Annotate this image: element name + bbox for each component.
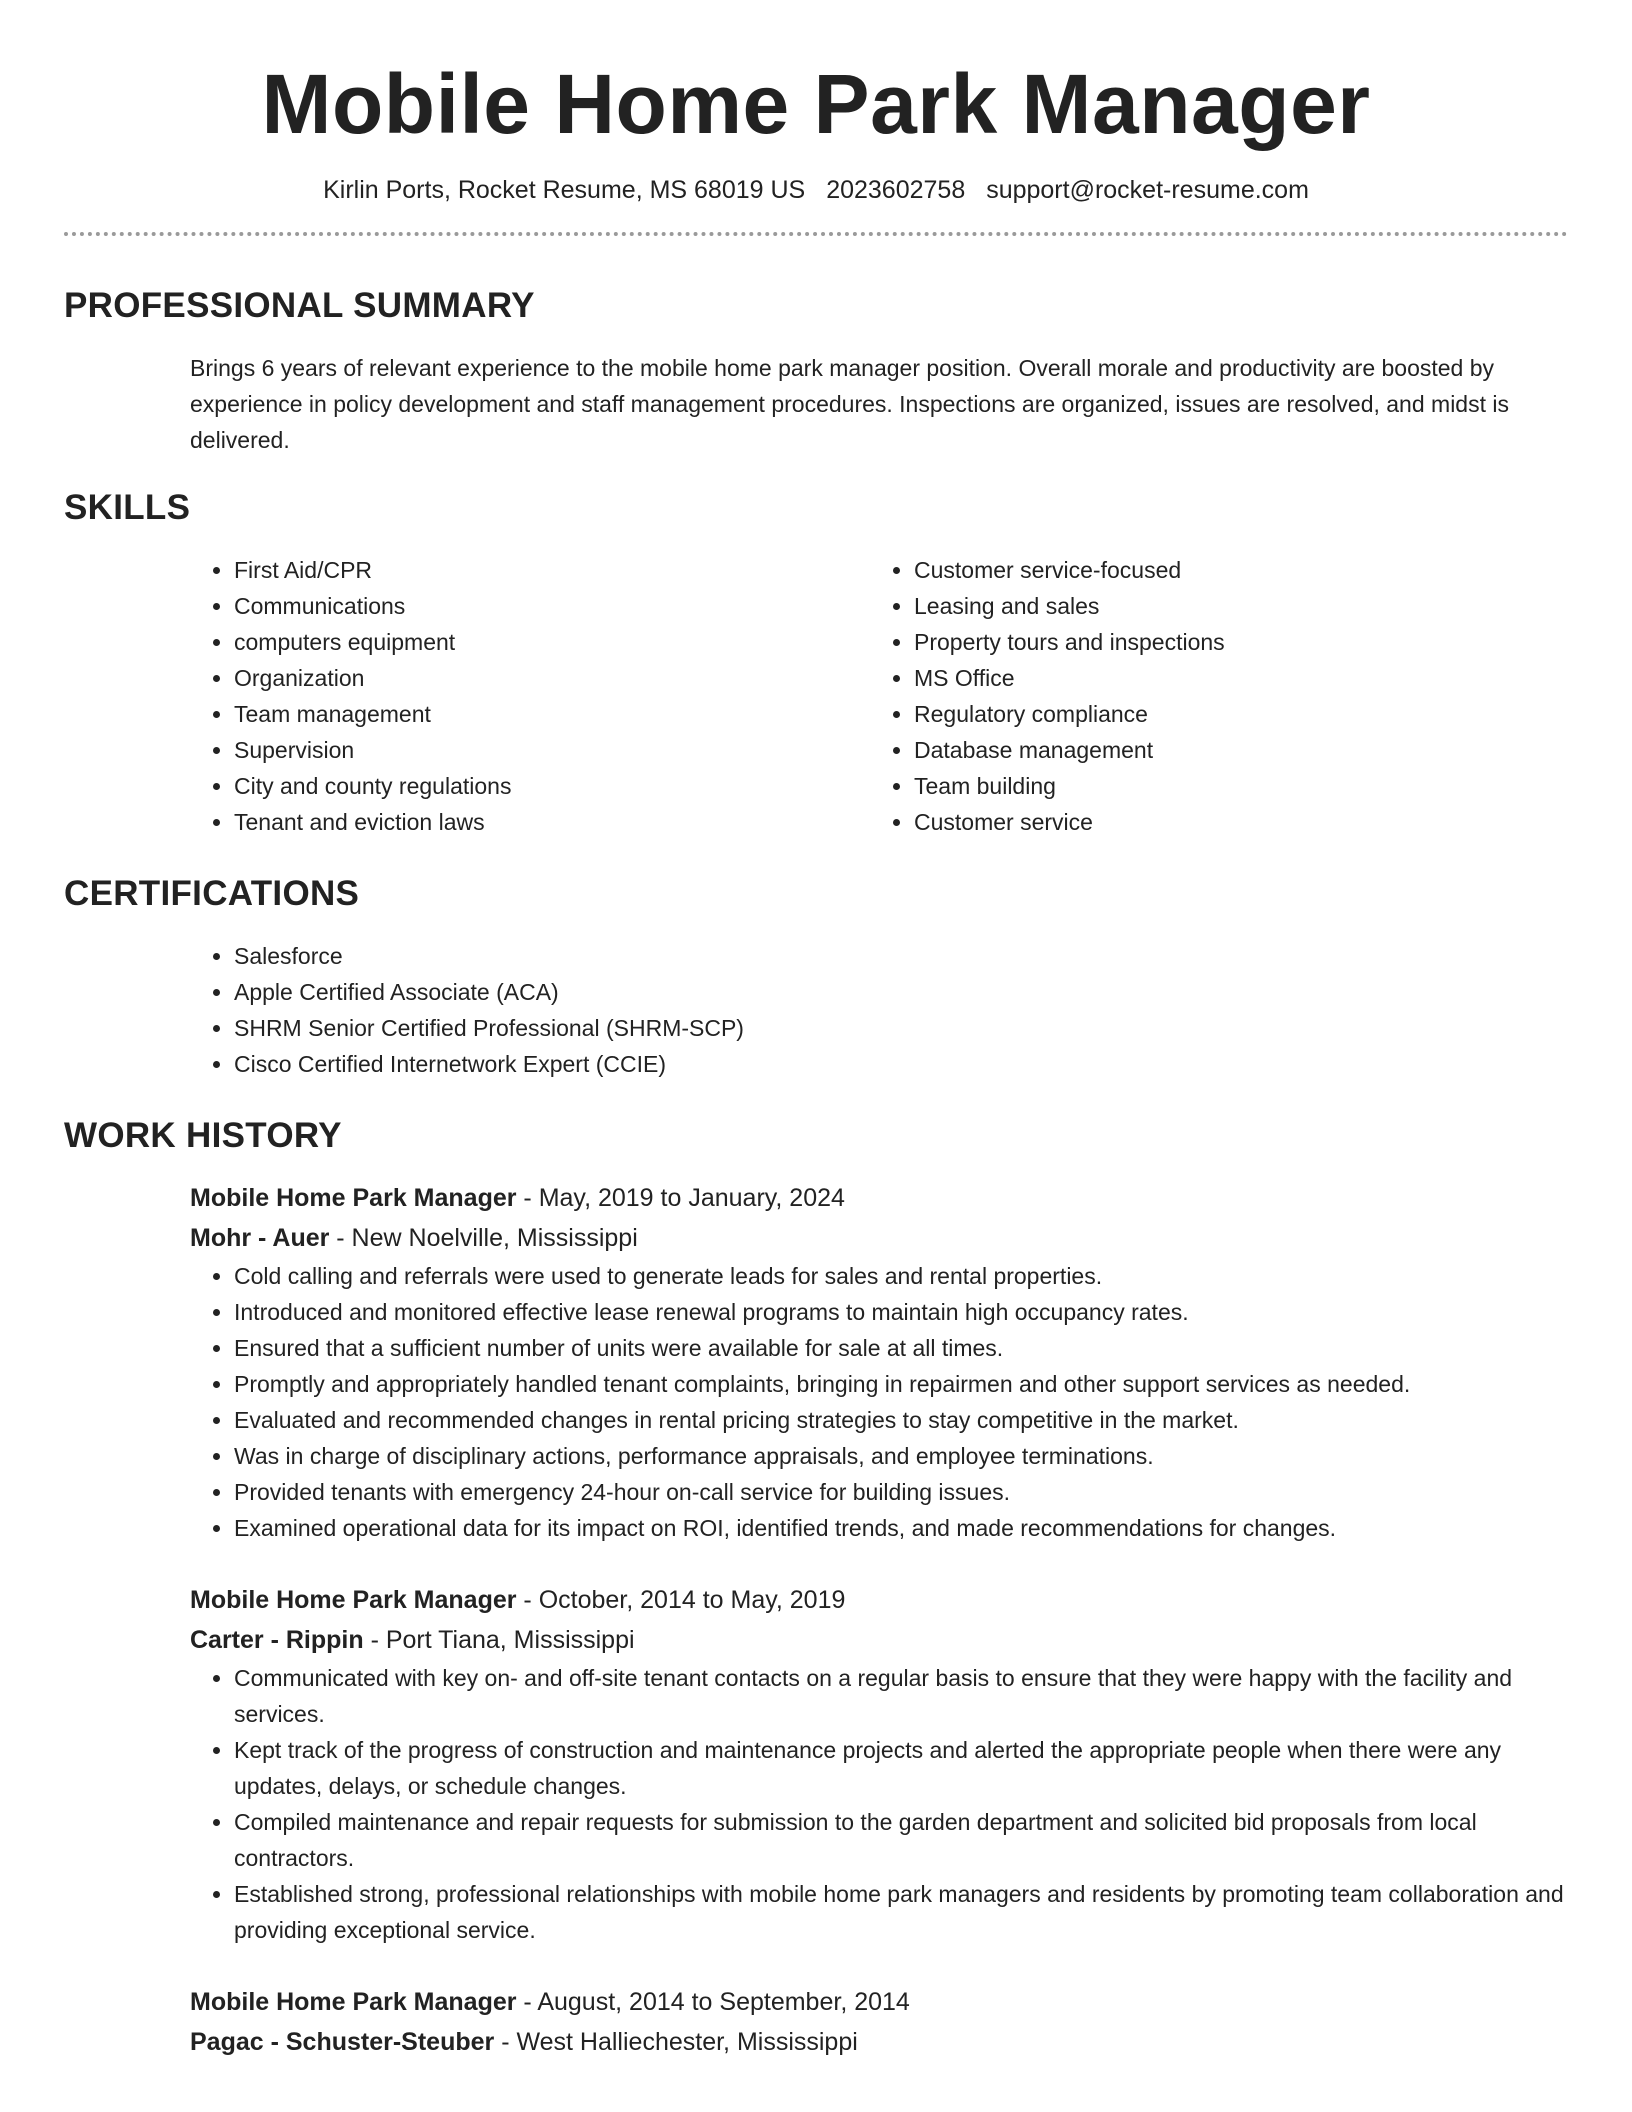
job-location: - Port Tiana, Mississippi	[363, 1626, 635, 1654]
skill-item: • First Aid/CPR	[234, 552, 870, 588]
job-company-line	[190, 1218, 1568, 1258]
skills-columns	[190, 552, 1568, 840]
job-role: Mobile Home Park Manager	[190, 1988, 517, 2016]
skill-item: • MS Office	[914, 660, 1550, 696]
skill-item: • Customer service-focused	[914, 552, 1550, 588]
summary-title: PROFESSIONAL SUMMARY	[64, 286, 535, 325]
job-company: Mohr - Auer	[190, 1224, 330, 1252]
job-duties-list	[190, 1258, 1568, 1546]
job-duty-item: • Promptly and appropriately handled tenant complaints, bringing in repairmen and other support services as needed.	[234, 1366, 1568, 1402]
job-location: - West Halliechester, Mississippi	[494, 2028, 858, 2056]
skill-item: • Team building	[914, 768, 1550, 804]
skill-item: • Tenant and eviction laws	[234, 804, 870, 840]
summary-section	[64, 284, 1568, 458]
skill-item: • Organization	[234, 660, 870, 696]
skills-column-left	[190, 552, 870, 840]
job-role: Mobile Home Park Manager	[190, 1184, 517, 1212]
contact-line	[64, 174, 1568, 206]
job-duty-item: • Evaluated and recommended changes in rental pricing strategies to stay competitive in the market.	[234, 1402, 1568, 1438]
skills-title: SKILLS	[64, 488, 191, 527]
certifications-title: CERTIFICATIONS	[64, 874, 360, 913]
job-duty-item: • Kept track of the progress of construction and maintenance projects and alerted the appropriate people when there were any updates, delays, or schedule changes.	[234, 1732, 1568, 1804]
job-dates: - May, 2019 to January, 2024	[516, 1184, 845, 1212]
skill-item: • Leasing and sales	[914, 588, 1550, 624]
skill-item: • Supervision	[234, 732, 870, 768]
job-duty-item: • Was in charge of disciplinary actions, performance appraisals, and employee terminations.	[234, 1438, 1568, 1474]
skill-item: • Customer service	[914, 804, 1550, 840]
job-company-line	[190, 1620, 1568, 1660]
job-duty-item: • Established strong, professional relationships with mobile home park managers and residents by promoting team collaboration and providing exceptional service.	[234, 1876, 1568, 1948]
skills-list-right	[870, 552, 1550, 840]
contact-phone: 2023602758	[826, 176, 966, 204]
job-title-line	[190, 1580, 1568, 1620]
skill-item: • Team management	[234, 696, 870, 732]
job-title-line	[190, 1982, 1568, 2022]
job-company: Pagac - Schuster-Steuber	[190, 2028, 495, 2056]
job-duty-item: • Compiled maintenance and repair requests for submission to the garden department and solicited bid proposals from local contractors.	[234, 1804, 1568, 1876]
job-duty-item: • Communicated with key on- and off-site tenant contacts on a regular basis to ensure that they were happy with the facility and services.	[234, 1660, 1568, 1732]
job-duty-item: • Introduced and monitored effective lease renewal programs to maintain high occupancy rates.	[234, 1294, 1568, 1330]
job-company-line	[190, 2022, 1568, 2062]
resume-name: Mobile Home Park Manager	[261, 57, 1371, 151]
summary-text: Brings 6 years of relevant experience to the mobile home park manager position. Overall morale and productivity are boosted by experience in policy development and staff management procedures. Inspections are organized, issues are resolved, and midst is delivered.	[190, 355, 1509, 453]
contact-address: Kirlin Ports, Rocket Resume, MS 68019 US	[323, 176, 806, 204]
job-title-line	[190, 1178, 1568, 1218]
header-divider	[64, 232, 1568, 236]
skill-item: • Communications	[234, 588, 870, 624]
work-history-section	[64, 1114, 1568, 2062]
skills-section	[64, 486, 1568, 840]
certification-item: • Salesforce	[234, 938, 1568, 974]
skill-item: • Property tours and inspections	[914, 624, 1550, 660]
job-entry	[190, 1580, 1568, 1948]
job-duty-item: • Examined operational data for its impact on ROI, identified trends, and made recommendations for changes.	[234, 1510, 1568, 1546]
job-entry	[190, 1178, 1568, 1546]
skill-item: • City and county regulations	[234, 768, 870, 804]
certification-item: • Cisco Certified Internetwork Expert (CCIE)	[234, 1046, 1568, 1082]
job-dates: - October, 2014 to May, 2019	[516, 1586, 846, 1614]
job-dates: - August, 2014 to September, 2014	[516, 1988, 910, 2016]
job-entry	[190, 1982, 1568, 2062]
skill-item: • computers equipment	[234, 624, 870, 660]
certifications-list-wrap	[190, 938, 1568, 1082]
job-duty-item: • Ensured that a sufficient number of units were available for sale at all times.	[234, 1330, 1568, 1366]
skill-item: • Database management	[914, 732, 1550, 768]
skills-list-left	[190, 552, 870, 840]
job-duty-item: • Cold calling and referrals were used to generate leads for sales and rental properties.	[234, 1258, 1568, 1294]
certification-item: • Apple Certified Associate (ACA)	[234, 974, 1568, 1010]
job-duties-list	[190, 1660, 1568, 1948]
job-company: Carter - Rippin	[190, 1626, 364, 1654]
work-history-title: WORK HISTORY	[64, 1116, 342, 1155]
job-role: Mobile Home Park Manager	[190, 1586, 517, 1614]
certifications-list	[190, 938, 1568, 1082]
job-duty-item: • Provided tenants with emergency 24-hour on-call service for building issues.	[234, 1474, 1568, 1510]
certifications-section	[64, 872, 1568, 1082]
certification-item: • SHRM Senior Certified Professional (SHRM-SCP)	[234, 1010, 1568, 1046]
contact-email: support@rocket-resume.com	[986, 176, 1309, 204]
skill-item: • Regulatory compliance	[914, 696, 1550, 732]
skills-column-right	[870, 552, 1550, 840]
job-location: - New Noelville, Mississippi	[329, 1224, 638, 1252]
